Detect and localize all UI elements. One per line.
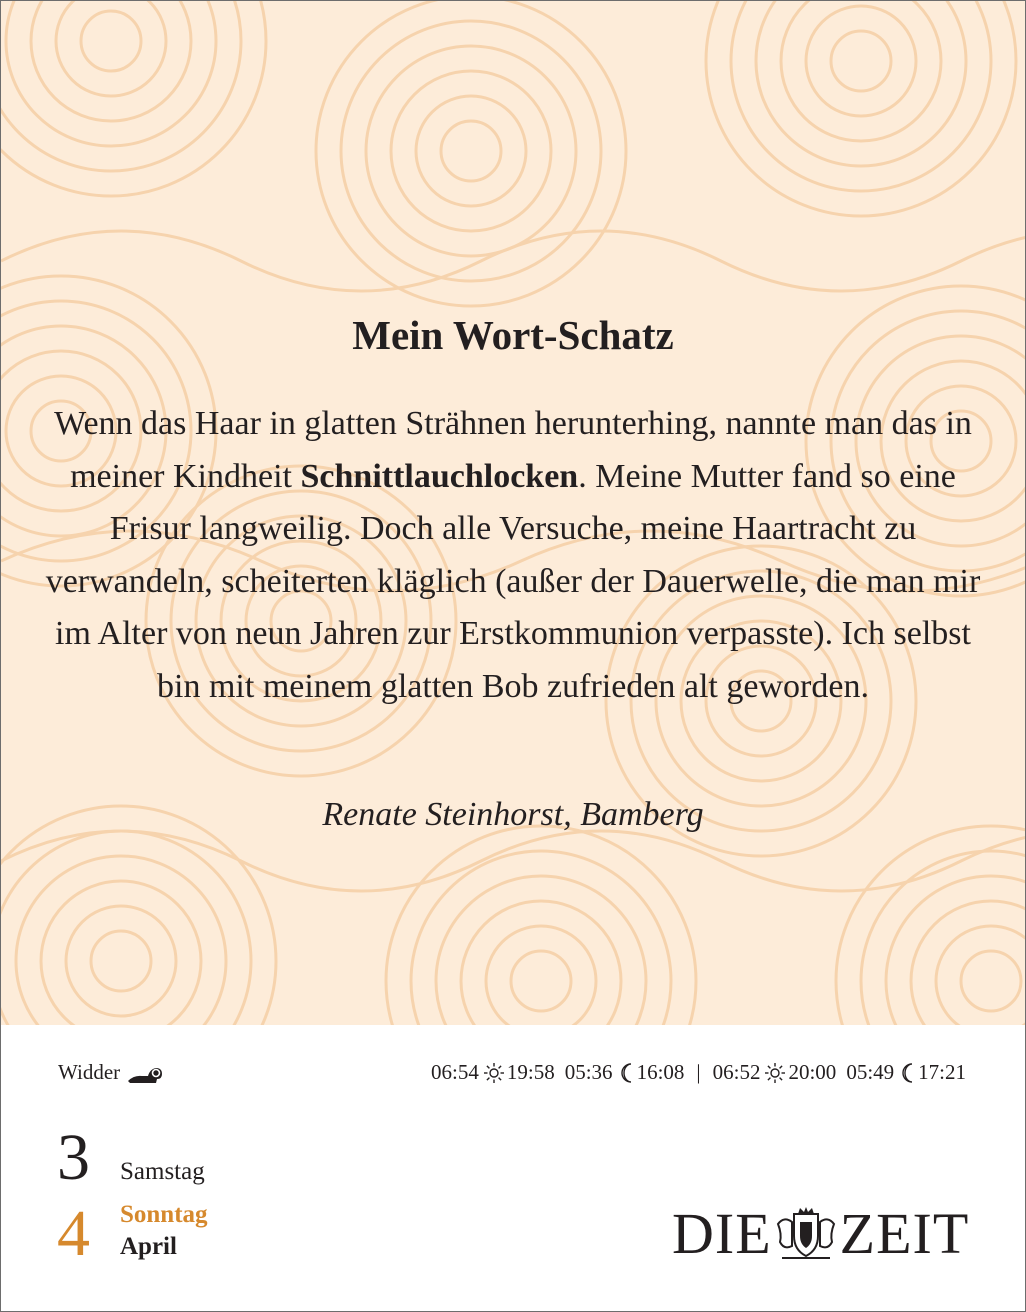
sun-moonset: 17:21: [918, 1060, 966, 1084]
sat-sunrise: 06:54: [431, 1060, 479, 1084]
moon-icon: [619, 1062, 633, 1084]
logo-text-right: ZEIT: [839, 1201, 970, 1266]
sat-sunset: 19:58: [506, 1060, 555, 1084]
weekday-sunday: Sonntag: [120, 1201, 208, 1228]
moon-icon: [900, 1062, 914, 1084]
highlight-word: Schnittlauchlocken: [300, 457, 579, 495]
die-zeit-logo: [672, 1201, 970, 1266]
author-line: Renate Steinhorst, Bamberg: [322, 796, 704, 833]
logo-text-left: DIE: [672, 1201, 772, 1266]
zodiac-sign: [58, 1060, 164, 1085]
day-number-saturday: 3: [57, 1121, 90, 1194]
weekday-saturday: Samstag: [120, 1158, 205, 1185]
sun-sunrise: 06:52: [712, 1060, 761, 1084]
sun-icon: [764, 1062, 786, 1084]
sun-icon: [483, 1062, 505, 1084]
quote-card: [1, 1, 1025, 1025]
sun-moonrise: 05:49: [846, 1060, 895, 1084]
sat-moonset: 16:08: [636, 1060, 685, 1084]
sun-sunset: 20:00: [788, 1060, 837, 1084]
sun-moon-times: [431, 1060, 966, 1085]
month-label: April: [120, 1233, 177, 1260]
ram-icon: [126, 1061, 164, 1085]
times-separator: |: [696, 1060, 701, 1084]
card-title: Mein Wort-Schatz: [352, 312, 674, 358]
day-number-sunday: 4: [57, 1197, 90, 1270]
sat-moonrise: 05:36: [564, 1060, 613, 1084]
paragraph-end: . Meine Mutter fand so eine Frisur langweilig. Doch alle Versuche, meine Haartracht zu verwandeln, scheiterten kläglich (außer der Dauerwelle, die man mir im Alter von neun Jahren zur Erstkommunion verpasste). Ich selbst bin mit meinem glatten Bob zufrieden alt geworden.: [45, 457, 981, 705]
paragraph-start: Wenn das Haar in glatten Strähnen herunterhing, nannte man das in meiner Kindheit: [54, 405, 972, 495]
crest-icon: [774, 1206, 838, 1262]
card-paragraph: [41, 398, 985, 713]
zodiac-label: Widder: [58, 1060, 121, 1084]
